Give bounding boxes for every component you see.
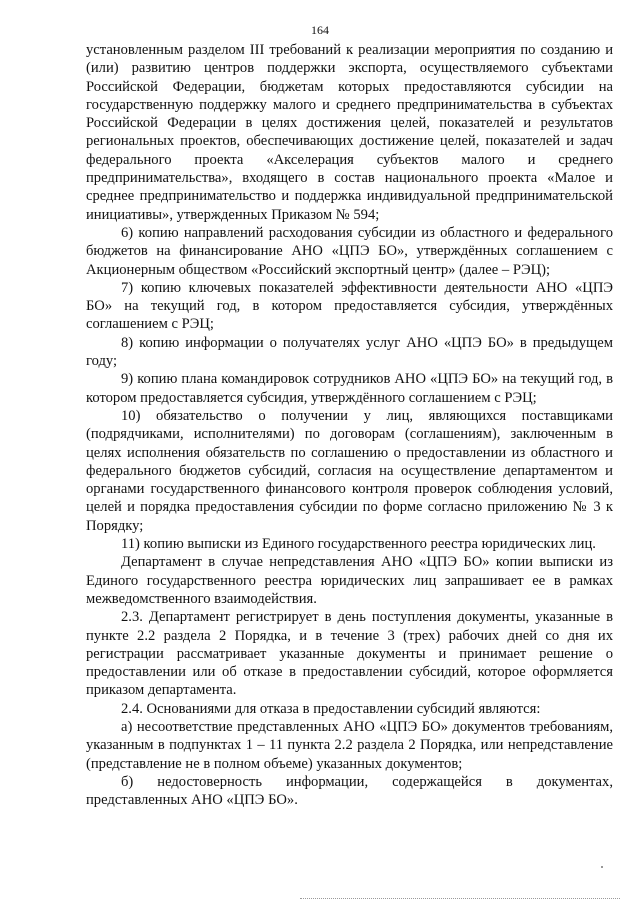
scan-speck	[601, 866, 603, 868]
paragraph-item-6: 6) копию направлений расходования субсидии из областного и федерального бюджетов на финансирование АНО «ЦПЭ БО», утверждённых соглашением с Акционерным обществом «Российский экспортный центр» (далее – РЭЦ);	[86, 224, 613, 278]
paragraph-2-4: 2.4. Основаниями для отказа в предоставлении субсидий являются:	[121, 700, 541, 717]
paragraph-item-b: б) недостоверность информации, содержащейся в документах, представленных АНО «ЦПЭ БО».	[86, 773, 613, 809]
paragraph-item-a: а) несоответствие представленных АНО «ЦПЭ БО» документов требованиям, указанным в подпунктах 1 – 11 пункта 2.2 раздела 2 Порядка, или непредставление (представление не в полном объеме) указанных документов;	[86, 718, 613, 772]
paragraph-department-request: Департамент в случае непредставления АНО «ЦПЭ БО» копии выписки из Единого государственного реестра юридических лиц запрашивает ее в рамках межведомственного взаимодействия.	[86, 554, 613, 607]
page-number: 164	[311, 23, 329, 37]
scan-artifact-dots	[300, 896, 620, 899]
paragraph-item-10: 10) обязательство о получении у лиц, являющихся поставщиками (подрядчиками, исполнителями) по договорам (соглашениям), заключенным в целях исполнения обязательств по соглашению о предоставлении из областного и федерального бюджетов субсидий, согласия на осуществление департаментом и органами государственного финансового контроля проверок соблюдения условий, целей и порядка предоставления субсидии по форме согласно приложению № 3 к Порядку;	[86, 407, 613, 534]
paragraph-continuation: установленным разделом III требований к реализации мероприятия по созданию и (или) развитию центров поддержки экспорта, осуществляемого субъектами Российской Федерации, бюджетам которых предоставляются субсидии на государственную поддержку малого и среднего предпринимательства в субъектах Российской Федерации в целях достижения целей, показателей и результатов региональных проектов, обеспечивающих достижение целей, показателей и задач федерального проекта «Акселерация субъектов малого и среднего предпринимательства», входящего в состав национального проекта «Малое и среднее предпринимательство и поддержка индивидуальной предпринимательской инициативы», утвержденных Приказом № 594;	[86, 42, 613, 223]
paragraph-2-3: 2.3. Департамент регистрирует в день поступления документы, указанные в пункте 2.2 раздела 2 Порядка, и в течение 3 (трех) рабочих дней со дня их регистрации рассматривает указанные документы и принимает решение о предоставлении или об отказе в предоставлении субсидий, которое оформляется приказом департамента.	[86, 609, 613, 699]
document-body	[86, 41, 613, 809]
paragraph-item-8: 8) копию информации о получателях услуг АНО «ЦПЭ БО» в предыдущем году;	[86, 334, 613, 370]
paragraph-item-11: 11) копию выписки из Единого государственного реестра юридических лиц.	[121, 536, 596, 553]
paragraph-item-9: 9) копию плана командировок сотрудников АНО «ЦПЭ БО» на текущий год, в котором предоставляется субсидия, утверждённого соглашением с РЭЦ;	[86, 371, 613, 406]
paragraph-item-7: 7) копию ключевых показателей эффективности деятельности АНО «ЦПЭ БО» на текущий год, в котором предоставляется субсидия, утверждённых соглашением с РЭЦ;	[86, 279, 613, 333]
